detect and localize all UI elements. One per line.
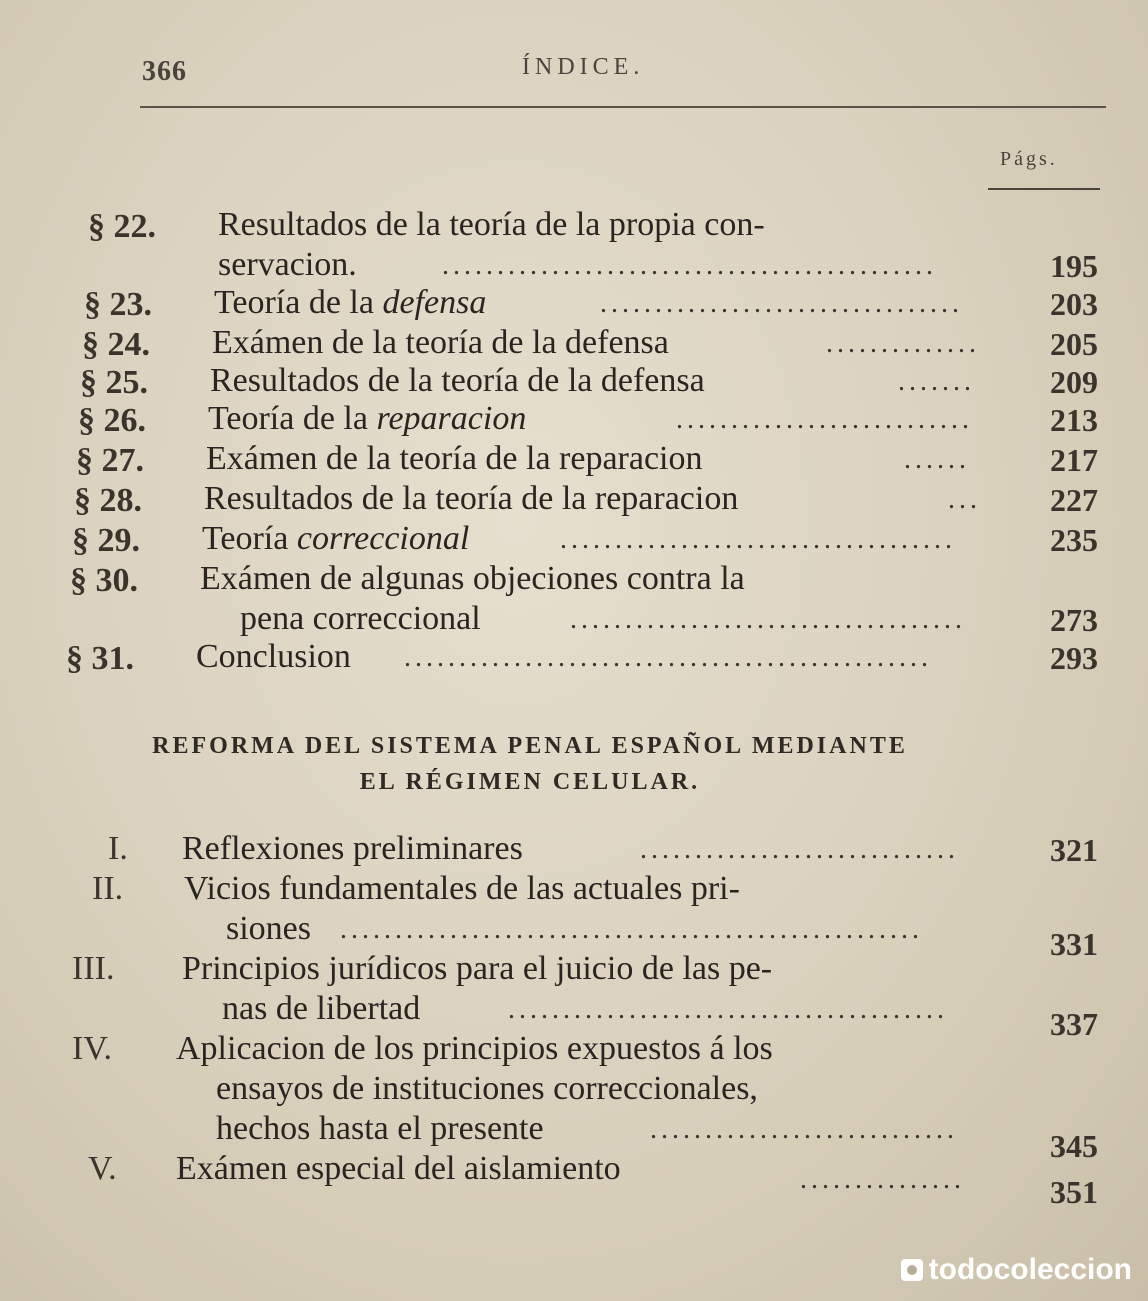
leader-dots: ............... — [800, 1164, 965, 1195]
entry-number: § 24. — [82, 326, 150, 363]
entry-title: Conclusion — [196, 638, 351, 675]
running-title: ÍNDICE. — [522, 54, 645, 80]
logo-icon — [901, 1259, 923, 1281]
entry-title-continued: pena correccional — [240, 600, 481, 637]
chapter-title-continued: ensayos de instituciones correccionales, — [216, 1070, 758, 1107]
entry-page: 293 — [1050, 640, 1098, 676]
entry-title: Exámen de la teoría de la reparacion — [206, 440, 703, 477]
entry-number: § 31. — [66, 640, 134, 677]
chapter-title: Vicios fundamentales de las actuales pri- — [184, 870, 740, 907]
entry-number: § 27. — [76, 442, 144, 479]
chapter-title: Principios jurídicos para el juicio de las pe- — [182, 950, 773, 987]
chapter-title-continued: siones — [226, 910, 311, 947]
chapter-page: 351 — [1050, 1174, 1098, 1210]
pages-column-label: Págs. — [1000, 148, 1058, 170]
watermark — [901, 1253, 1132, 1287]
entry-number: § 26. — [78, 402, 146, 439]
chapter-page: 345 — [1050, 1128, 1098, 1164]
leader-dots: .................................... — [570, 604, 966, 635]
entry-page: 235 — [1050, 522, 1098, 558]
entry-title: Resultados de la teoría de la defensa — [210, 362, 705, 399]
entry-number: § 29. — [72, 522, 140, 559]
chapter-number: IV. — [72, 1030, 112, 1067]
entry-title: Exámen de la teoría de la defensa — [212, 324, 669, 361]
leader-dots: ............................ — [650, 1114, 958, 1145]
entry-number: § 30. — [70, 562, 138, 599]
header-rule — [140, 106, 1106, 108]
chapter-page: 321 — [1050, 832, 1098, 868]
leader-dots: ............................................. — [442, 250, 937, 281]
entry-page: 217 — [1050, 442, 1098, 478]
entry-title: Teoría de la reparacion — [208, 400, 527, 437]
entry-page: 203 — [1050, 286, 1098, 322]
entry-page: 195 — [1050, 248, 1098, 284]
entry-title: Teoría correccional — [202, 520, 470, 557]
leader-dots: ................................. — [600, 288, 963, 319]
leader-dots: ........................... — [676, 404, 973, 435]
entry-page: 209 — [1050, 364, 1098, 400]
watermark-text: todocoleccion — [928, 1253, 1132, 1286]
section-heading — [60, 728, 1000, 800]
entry-title: Resultados de la teoría de la propia con- — [218, 206, 765, 243]
entry-title-italic: defensa — [382, 284, 487, 321]
entry-title-italic: reparacion — [376, 400, 527, 437]
leader-dots: ................................................ — [404, 642, 932, 673]
leader-dots: .................................... — [560, 524, 956, 555]
chapter-title: Reflexiones preliminares — [182, 830, 523, 867]
entry-number: § 23. — [84, 286, 152, 323]
leader-dots: .............. — [826, 328, 980, 359]
leader-dots: ........................................ — [508, 994, 948, 1025]
entry-number: § 22. — [88, 208, 156, 245]
page-header — [142, 52, 1102, 100]
chapter-number: I. — [108, 830, 128, 867]
entry-page: 273 — [1050, 602, 1098, 638]
section-heading-line: REFORMA DEL SISTEMA PENAL ESPAÑOL MEDIANTE — [152, 733, 908, 759]
leader-dots: ....... — [898, 366, 975, 397]
chapter-title-continued: hechos hasta el presente — [216, 1110, 544, 1147]
page-number: 366 — [142, 56, 187, 87]
entry-number: § 25. — [80, 364, 148, 401]
entry-title-continued: servacion. — [218, 246, 357, 283]
chapter-page: 331 — [1050, 926, 1098, 962]
leader-dots: ... — [948, 484, 981, 515]
pages-column-rule — [988, 188, 1100, 190]
chapter-number: II. — [92, 870, 124, 907]
leader-dots: ...... — [904, 444, 970, 475]
leader-dots: ..................................................... — [340, 914, 923, 945]
entry-title: Teoría de la defensa — [214, 284, 487, 321]
chapter-page: 337 — [1050, 1006, 1098, 1042]
entry-page: 227 — [1050, 482, 1098, 518]
entry-title: Exámen de algunas objeciones contra la — [200, 560, 745, 597]
section-heading-line: EL RÉGIMEN CELULAR. — [359, 769, 701, 795]
chapter-number: III. — [72, 950, 115, 987]
entry-title: Resultados de la teoría de la reparacion — [204, 480, 739, 517]
chapter-title-continued: nas de libertad — [222, 990, 421, 1027]
leader-dots: ............................. — [640, 834, 959, 865]
entry-number: § 28. — [74, 482, 142, 519]
entry-page: 205 — [1050, 326, 1098, 362]
chapter-title: Exámen especial del aislamiento — [176, 1150, 621, 1187]
chapter-number: V. — [88, 1150, 117, 1187]
entry-title-italic: correccional — [296, 520, 470, 557]
entry-page: 213 — [1050, 402, 1098, 438]
chapter-title: Aplicacion de los principios expuestos á los — [176, 1030, 773, 1067]
